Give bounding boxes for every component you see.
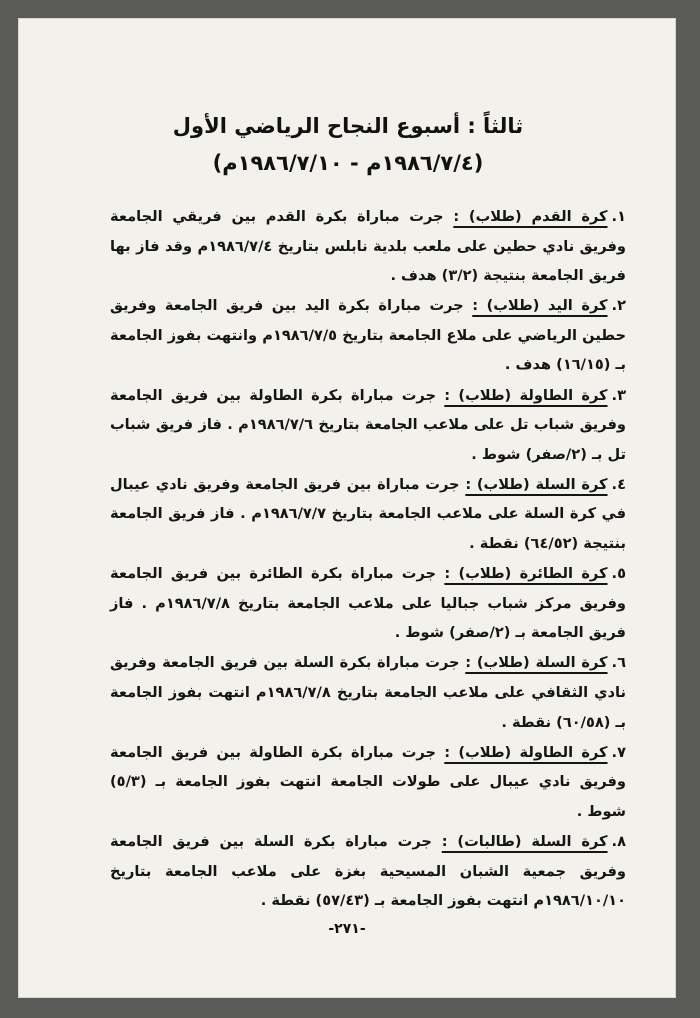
item-number: ١.: [611, 208, 626, 225]
item-text: جرت مباراة بكرة الطاولة بين فريق الجامعة وفريق نادي عيبال على طولات الجامعة انتهت بفوز الجامعة بـ (٥/٣) شوط .: [110, 743, 626, 820]
item-text: جرت مباراة بكرة اليد بين فريق الجامعة وفريق حطين الرياضي على ملاع الجامعة بتاريخ ١٩٨٦/٧/٥م وانتهت بفوز الجامعة بـ (١٦/١٥) هدف .: [110, 297, 627, 374]
list-item: [110, 470, 626, 559]
sport-heading: كرة السلة (طلاب) :: [465, 475, 608, 493]
item-text: جرت مباراة بكرة السلة بين فريق الجامعة وفريق نادي الثقافي على ملاعب الجامعة بتاريخ ١٩٨٦/٧/٨م انتهت بفوز الجامعة بـ (٦٠/٥٨) نقطة .: [110, 654, 626, 731]
page-title: ثالثاً : أسبوع النجاح الرياضي الأول: [172, 114, 524, 138]
item-text: جرت مباراة بكرة السلة بين فريق الجامعة وفريق جمعية الشبان المسيحية بغزة على ملاعب الجامعة بتاريخ ١٩٨٦/١٠/١٠م انتهت بفوز الجامعة بـ (٥٧/٤٣) نقطة .: [110, 832, 626, 910]
item-number: ٤.: [611, 475, 626, 493]
item-number: ٧.: [611, 743, 626, 761]
sport-heading: كرة السلة (طلاب) :: [465, 654, 608, 672]
item-number: ٣.: [611, 386, 626, 404]
list-item: [110, 559, 626, 648]
list-item: [110, 381, 626, 470]
page-content: [18, 18, 676, 998]
list-item: [110, 738, 626, 827]
item-text: جرت مباراة بين فريق الجامعة وفريق نادي عيبال في كرة السلة على ملاعب الجامعة بتاريخ ١٩٨٦/٧/٧م . فاز فريق الجامعة بنتيجة (٦٤/٥٢) نقطة .: [110, 475, 626, 553]
item-number: ٢.: [611, 297, 626, 315]
sport-heading: كرة اليد (طلاب) :: [472, 297, 608, 315]
sport-heading: كرة الطائرة (طلاب) :: [444, 565, 608, 583]
list-item: [110, 202, 626, 291]
date-range-subtitle: (١٩٨٦/٧/٤م - ١٩٨٦/٧/١٠م): [212, 151, 484, 175]
document-page: [18, 18, 676, 998]
item-text: جرت مباراة بكرة الطائرة بين فريق الجامعة وفريق مركز شباب جباليا على ملاعب الجامعة بتاريخ ١٩٨٦/٧/٨م . فاز فريق الجامعة بـ (٢/صفر) شوط .: [110, 565, 626, 642]
sport-heading: كرة الطاولة (طلاب) :: [444, 386, 608, 404]
item-number: ٥.: [611, 565, 626, 583]
match-list: [110, 202, 626, 916]
item-text: جرت مباراة بكرة الطاولة بين فريق الجامعة وفريق شباب تل على ملاعب الجامعة بتاريخ ١٩٨٦/٧/٦م . فاز فريق شباب تل بـ (٢/صفر) شوط .: [110, 386, 626, 463]
item-text: جرت مباراة بكرة القدم بين فريقي الجامعة وفريق نادي حطين على ملعب بلدية نابلس بتاريخ ١٩٨٦/٧/٤م وقد فاز بها فريق الجامعة بنتيجة (٣/٢) هدف .: [110, 208, 626, 285]
item-number: ٦.: [611, 654, 626, 672]
sport-heading: كرة الطاولة (طلاب) :: [444, 743, 608, 761]
list-item: [110, 648, 626, 737]
list-item: [110, 827, 626, 916]
sport-heading: كرة السلة (طالبات) :: [441, 832, 608, 850]
page-number: -٢٧١-: [328, 921, 366, 937]
list-item: [110, 291, 626, 380]
sport-heading: كرة القدم (طلاب) :: [453, 208, 608, 225]
item-number: ٨.: [611, 832, 627, 850]
